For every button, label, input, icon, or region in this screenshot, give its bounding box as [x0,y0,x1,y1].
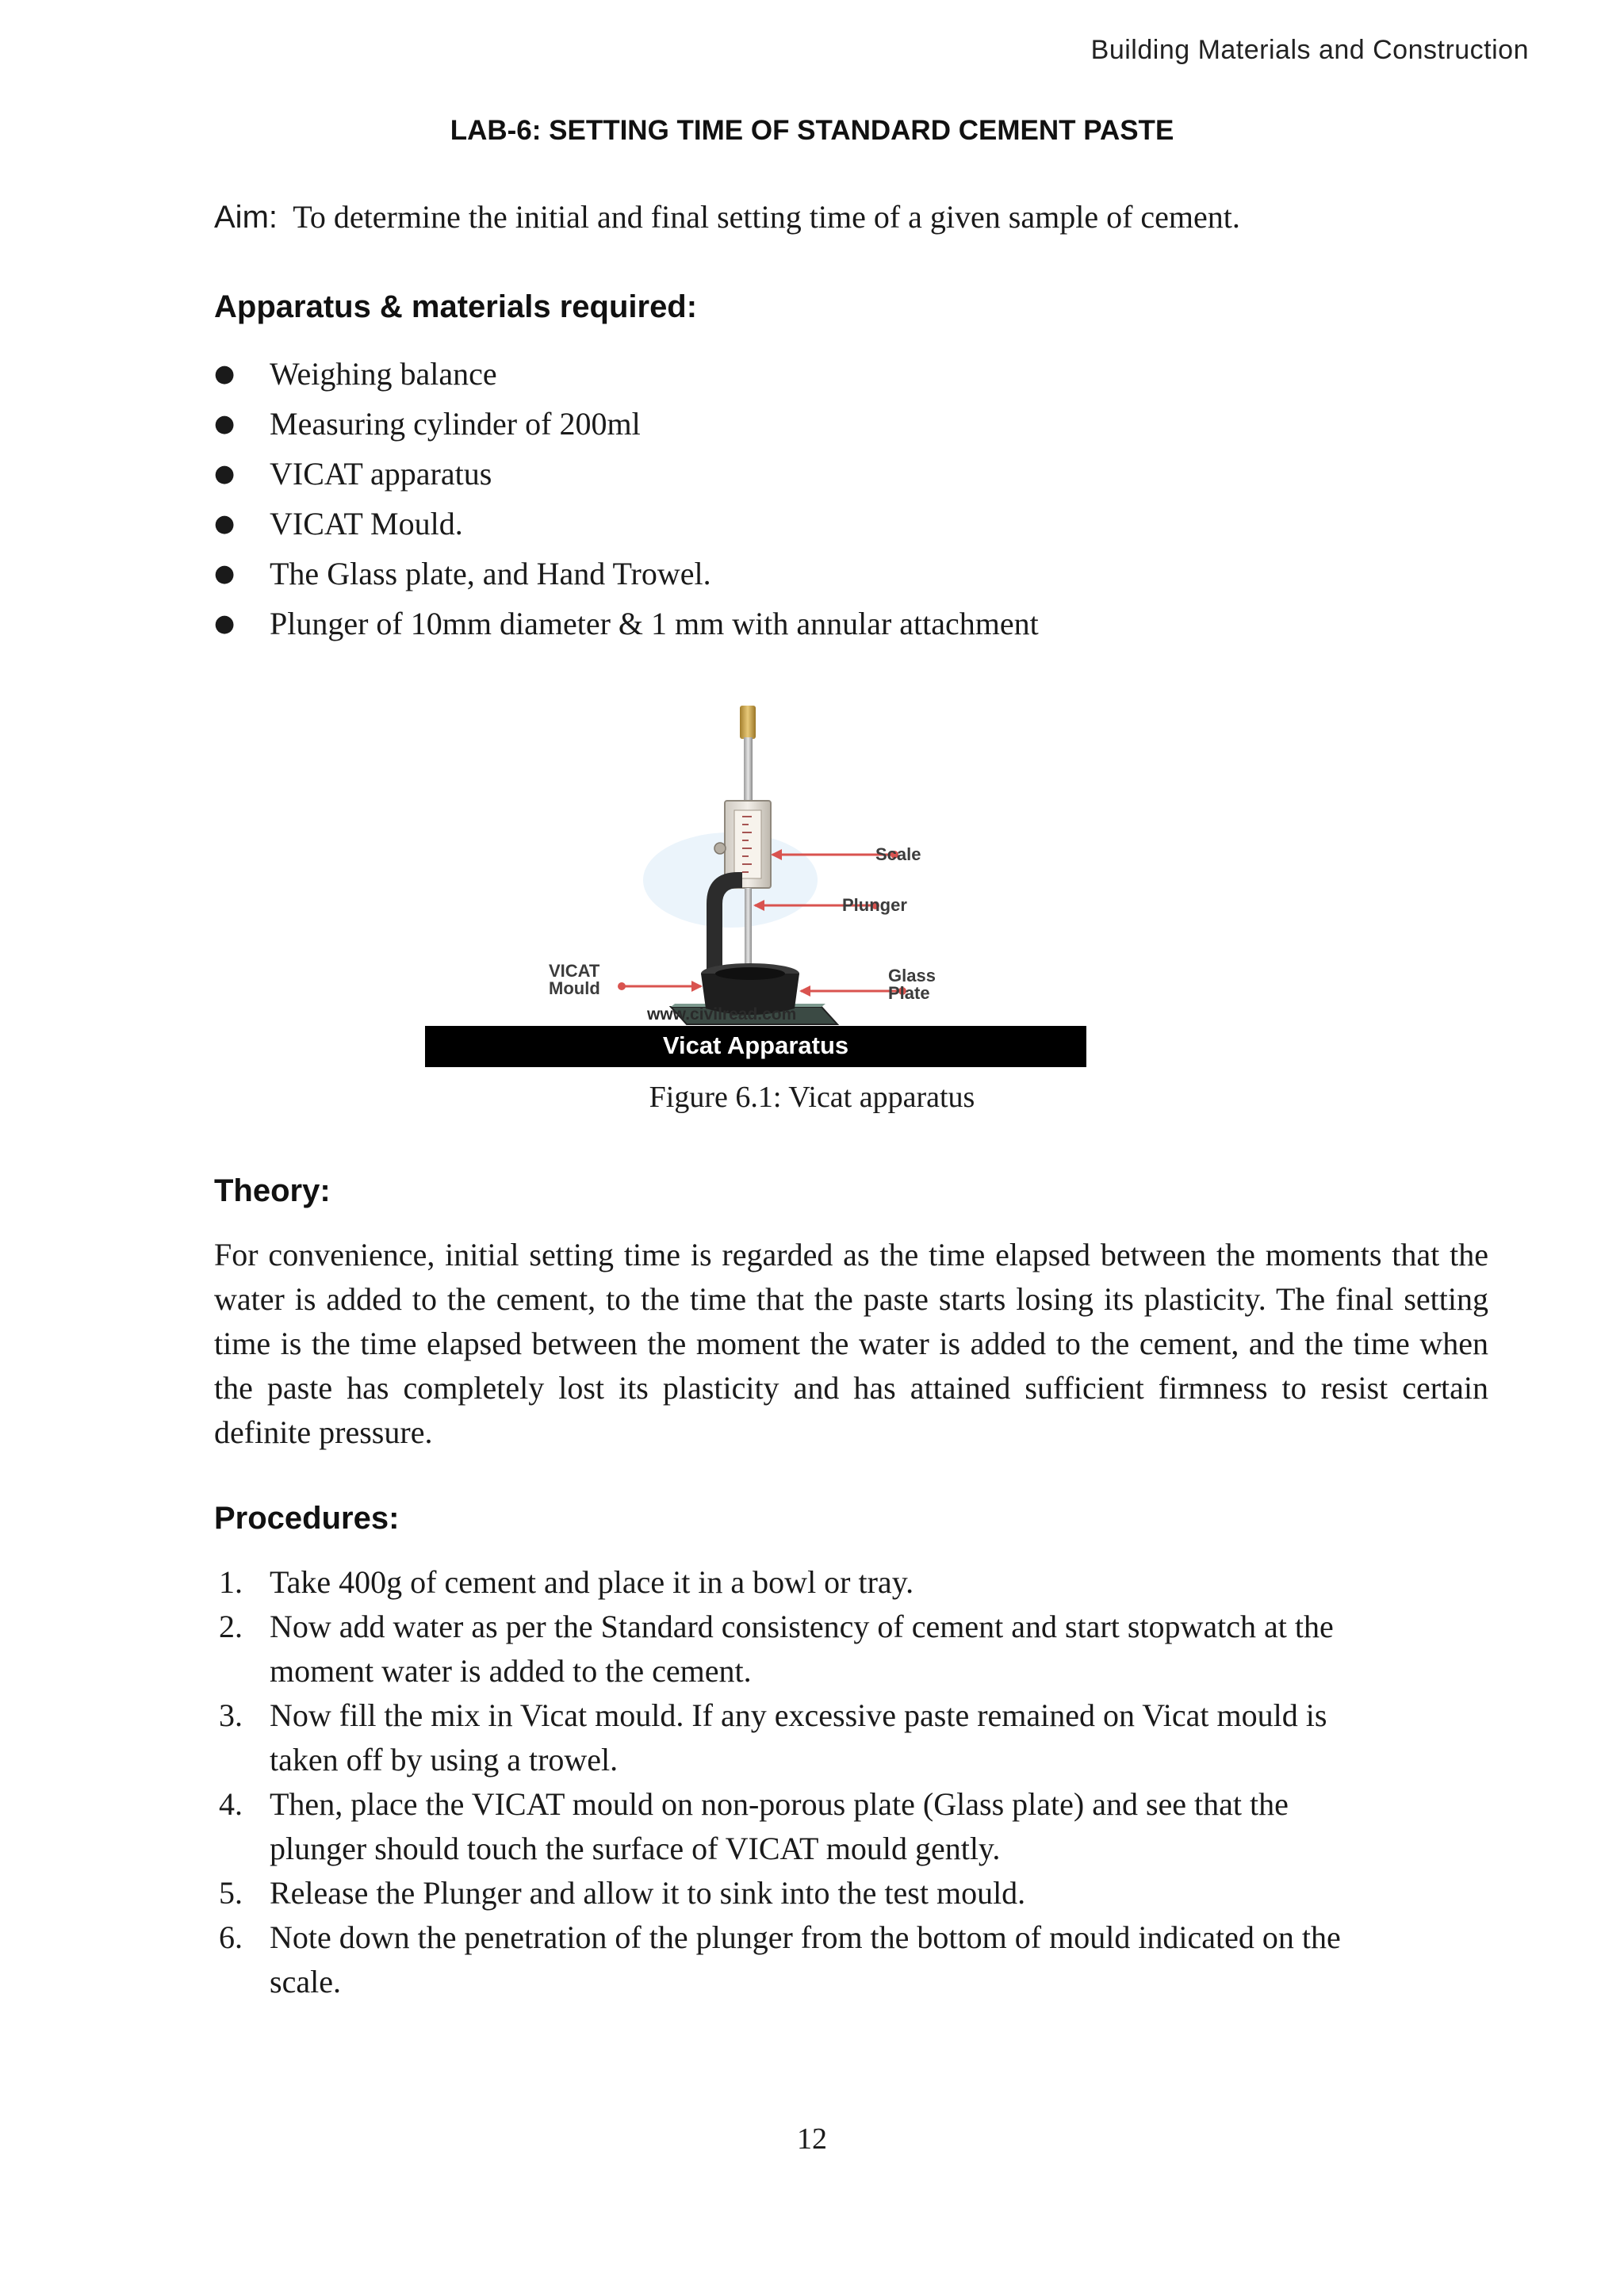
page-number: 12 [797,2122,827,2156]
apparatus-heading: Apparatus & materials required: [214,289,698,324]
list-item: 4. Then, place the VICAT mould on non-porous plate (Glass plate) and see that the plunger should touch the surface of VICAT mould gently. [219,1786,1289,1866]
theory-paragraph: For convenience, initial setting time is regarded as the time elapsed between the moments that the water is added to the cement, to the time that the paste starts losing its plasticity. The final setting time is the time elapsed between the moment the water is added to the cement, and the time when the paste has completely lost its plasticity and has attained sufficient firmness to resist certain definite pressure. [214,1237,1488,1450]
glass-plate-label-2: Plate [888,983,930,1003]
list-item: 6. Note down the penetration of the plunger from the bottom of mould indicated on the scale. [219,1919,1341,1999]
list-item: 3. Now fill the mix in Vicat mould. If any excessive paste remained on Vicat mould is taken off by using a trowel. [219,1697,1327,1777]
plunger-label: Plunger [842,895,907,915]
list-item: 1. Take 400g of cement and place it in a bowl or tray. [219,1564,914,1600]
list-item: ● Plunger of 10mm diameter & 1 mm with annular attachment [214,599,1039,649]
glass-plate-label-1: Glass [888,966,936,985]
aim-paragraph [214,198,1240,235]
figure-banner-text: Vicat Apparatus [662,1031,849,1059]
watermark: www.civilread.com [647,1005,797,1024]
procedures-list [214,1560,1488,2004]
mould-label-2: Mould [549,978,600,998]
figure-caption: Figure 6.1: Vicat apparatus [649,1081,975,1114]
aim-text: To determine the initial and final setting time of a given sample of cement. [293,199,1240,235]
aim-label: Aim: [214,200,278,235]
mould-label-1: VICAT [549,961,600,981]
list-item: ● VICAT apparatus [214,449,1039,499]
scale-knob [714,843,726,854]
brass-cap [740,706,756,739]
running-header: Building Materials and Construction [1090,35,1529,65]
bullet-icon: ● [214,410,236,438]
scale-label: Scale [875,844,921,864]
list-item: ● Measuring cylinder of 200ml [214,399,1039,449]
list-item: 2. Now add water as per the Standard consistency of cement and start stopwatch at the moment water is added to the cement. [219,1609,1334,1689]
lab-title: LAB-6: SETTING TIME OF STANDARD CEMENT PASTE [450,115,1174,146]
list-item: 5. Release the Plunger and allow it to sink into the test mould. [219,1875,1026,1911]
bullet-icon: ● [214,360,236,388]
procedures-heading: Procedures: [214,1501,400,1536]
list-item: ● VICAT Mould. [214,499,1039,549]
vicat-apparatus-figure [425,698,1086,1067]
list-item: ● Weighing balance [214,349,1039,399]
apparatus-list [214,349,1039,649]
bullet-icon: ● [214,510,236,538]
bullet-icon: ● [214,560,236,587]
theory-heading: Theory: [214,1173,331,1208]
bullet-icon: ● [214,610,236,637]
list-item: ● The Glass plate, and Hand Trowel. [214,549,1039,599]
bullet-icon: ● [214,460,236,488]
